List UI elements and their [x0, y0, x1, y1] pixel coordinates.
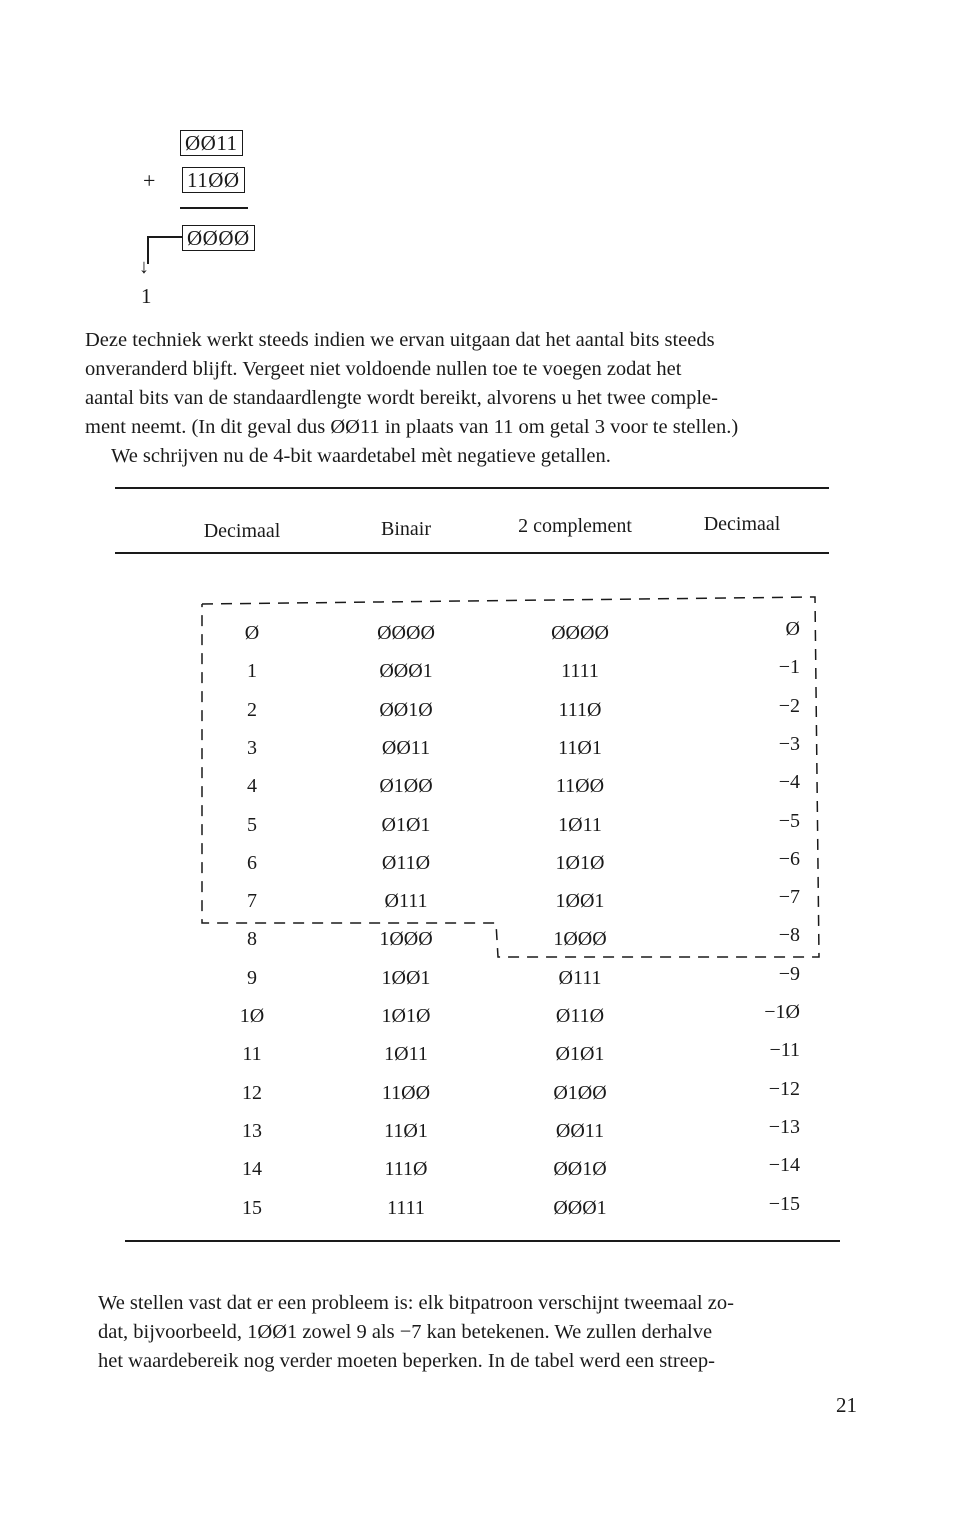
cell-decimal-negative: Ø — [785, 618, 800, 640]
cell-twos-complement: ØØ11 — [555, 1119, 605, 1142]
paragraph-line: We stellen vast dat er een probleem is: elk bitpatroon verschijnt tweemaal zo- — [98, 1292, 734, 1314]
table-bottom-rule — [125, 1240, 840, 1242]
cell-twos-complement: 11ØØ — [555, 775, 605, 798]
cell-twos-complement: 1ØØ1 — [555, 890, 605, 913]
plus-sign: + — [143, 168, 156, 193]
cell-decimal: 1Ø — [239, 1005, 265, 1027]
cell-decimal: 15 — [242, 1196, 262, 1219]
cell-binary: ØØ11 — [381, 736, 431, 759]
cell-twos-complement: 1ØØØ — [553, 928, 607, 951]
cell-twos-complement: ØØ1Ø — [553, 1158, 607, 1181]
paragraph-line: aantal bits van de standaardlengte wordt bereikt, alvorens u het twee comple- — [85, 387, 718, 409]
cell-decimal: 8 — [247, 928, 257, 951]
cell-twos-complement: Ø111 — [558, 966, 602, 989]
page-number: 21 — [836, 1393, 857, 1417]
cell-decimal: 3 — [247, 736, 257, 759]
header-decimal: Decimaal — [203, 520, 281, 542]
cell-decimal-negative: −12 — [768, 1077, 800, 1100]
cell-twos-complement: 111Ø — [558, 698, 602, 721]
cell-decimal-negative: −11 — [769, 1039, 800, 1062]
cell-binary: 11Ø1 — [384, 1119, 428, 1142]
cell-decimal: 11 — [242, 1043, 262, 1066]
cell-binary: Ø111 — [384, 890, 428, 913]
carry-digit: 1 — [141, 284, 152, 308]
cell-binary: Ø1ØØ — [379, 775, 433, 798]
cell-binary: 1Ø1Ø — [381, 1005, 431, 1027]
cell-twos-complement: ØØØØ — [551, 622, 609, 644]
paragraph-line: onveranderd blijft. Vergeet niet voldoende nullen toe te voegen zodat het — [85, 358, 682, 380]
cell-binary: ØØØØ — [377, 622, 435, 644]
cell-decimal: 2 — [247, 698, 257, 721]
operand-b: 11ØØ — [187, 168, 240, 192]
paragraph-line: Deze techniek werkt steeds indien we ervan uitgaan dat het aantal bits steeds — [85, 329, 715, 351]
cell-twos-complement: 1Ø1Ø — [555, 851, 605, 874]
cell-decimal-negative: −2 — [778, 694, 800, 717]
cell-binary: ØØ1Ø — [379, 698, 433, 721]
cell-decimal-negative: −5 — [778, 809, 800, 832]
cell-decimal-negative: −15 — [768, 1192, 800, 1215]
cell-decimal-negative: −1Ø — [764, 1001, 800, 1023]
paragraph-line: het waardebereik nog verder moeten beperken. In de tabel werd een streep- — [98, 1350, 715, 1372]
header-twos-complement: 2 complement — [518, 515, 632, 537]
cell-decimal: 4 — [247, 775, 257, 798]
result: ØØØØ — [187, 226, 250, 250]
cell-decimal: 6 — [247, 851, 257, 874]
cell-decimal-negative: −7 — [778, 886, 800, 909]
cell-twos-complement: Ø11Ø — [555, 1005, 605, 1027]
cell-decimal: 1 — [247, 660, 257, 683]
cell-decimal: Ø — [244, 622, 260, 644]
paragraph-line: dat, bijvoorbeeld, 1ØØ1 zowel 9 als −7 kan betekenen. We zullen derhalve — [98, 1321, 713, 1343]
cell-twos-complement: Ø1ØØ — [553, 1081, 607, 1104]
cell-decimal-negative: −6 — [778, 847, 800, 870]
paragraph-line: We schrijven nu de 4-bit waardetabel mèt negatieve getallen. — [111, 445, 611, 467]
cell-decimal-negative: −3 — [778, 732, 800, 755]
cell-decimal: 14 — [242, 1158, 262, 1181]
cell-binary: 1111 — [387, 1196, 425, 1219]
cell-binary: 111Ø — [384, 1158, 428, 1181]
cell-twos-complement: 1Ø11 — [558, 813, 602, 836]
cell-decimal-negative: −1 — [778, 656, 800, 679]
carry-arrow-icon: ↓ — [139, 256, 149, 278]
paragraph-conclusion — [98, 1289, 860, 1376]
cell-decimal: 13 — [242, 1119, 262, 1142]
header-binary: Binair — [381, 518, 431, 540]
cell-binary: 1ØØØ — [379, 928, 433, 951]
cell-decimal-negative: −4 — [778, 771, 800, 794]
cell-twos-complement: ØØØ1 — [553, 1196, 607, 1219]
cell-decimal-negative: −14 — [768, 1154, 800, 1177]
header-decimal-negative: Decimaal — [703, 513, 781, 535]
cell-decimal: 5 — [247, 813, 257, 836]
cell-binary: 1Ø11 — [384, 1043, 428, 1066]
cell-binary: ØØØ1 — [379, 660, 433, 683]
cell-twos-complement: 11Ø1 — [558, 736, 602, 759]
cell-binary: Ø1Ø1 — [381, 813, 431, 836]
cell-decimal: 12 — [242, 1081, 262, 1104]
cell-twos-complement: Ø1Ø1 — [555, 1043, 605, 1066]
cell-binary: 1ØØ1 — [381, 966, 431, 989]
cell-twos-complement: 1111 — [561, 660, 599, 683]
cell-binary: 11ØØ — [381, 1081, 431, 1104]
paragraph-line: ment neemt. (In dit geval dus ØØ11 in plaats van 11 om getal 3 voor te stellen.) — [85, 416, 739, 438]
operand-a: ØØ11 — [185, 131, 238, 155]
cell-decimal-negative: −13 — [768, 1115, 800, 1138]
cell-decimal: 9 — [247, 966, 257, 989]
cell-decimal-negative: −8 — [778, 924, 800, 947]
cell-decimal: 7 — [247, 890, 257, 913]
cell-decimal-negative: −9 — [778, 962, 800, 985]
cell-binary: Ø11Ø — [381, 851, 431, 874]
